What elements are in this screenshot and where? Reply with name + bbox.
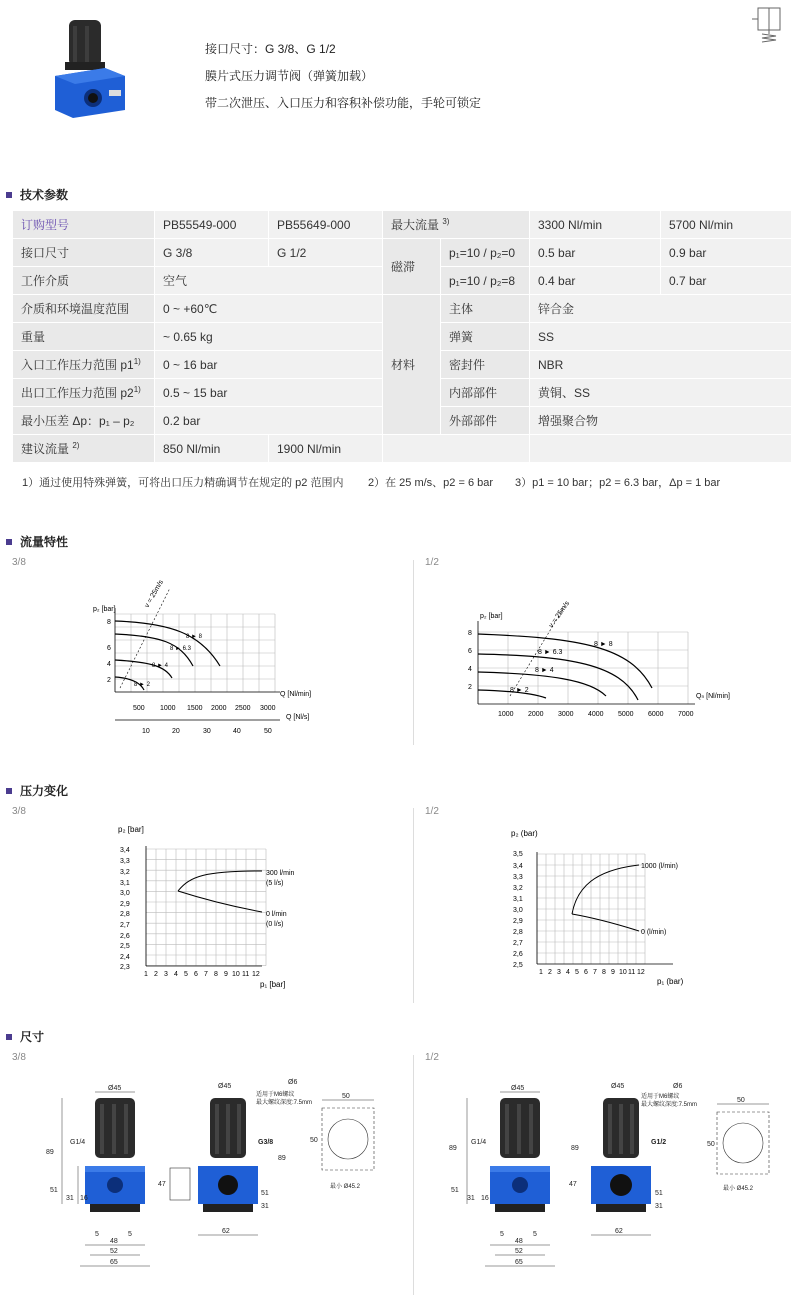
svg-text:7: 7 (593, 969, 597, 976)
tick-label: 2500 (235, 705, 251, 712)
svg-text:2,7: 2,7 (120, 922, 130, 929)
spec-label: 接口尺寸 (13, 239, 155, 267)
chart-grid (537, 854, 645, 964)
dim-label: 5 (500, 1231, 504, 1238)
tick-label: 30 (203, 728, 211, 735)
spec-label: 密封件 (441, 351, 530, 379)
dim-label: 31 (467, 1195, 475, 1202)
svg-text:3,4: 3,4 (120, 847, 130, 854)
svg-text:2,5: 2,5 (120, 943, 130, 950)
bullet-icon (6, 1034, 12, 1040)
tick-label: 20 (172, 728, 180, 735)
tick-label: 2 (107, 677, 111, 684)
spec-empty (530, 435, 792, 463)
svg-text:3,0: 3,0 (120, 890, 130, 897)
dim-label: Ø45 (218, 1083, 232, 1090)
table-row (13, 239, 792, 267)
svg-text:9: 9 (611, 969, 615, 976)
svg-text:11: 11 (242, 971, 250, 978)
dim-label: G3/8 (258, 1139, 274, 1146)
spec-label: 出口工作压力范围 p2$^{1)}$ (13, 379, 155, 407)
svg-text:12: 12 (252, 971, 260, 978)
top-view (322, 1100, 374, 1170)
svg-text:2,3: 2,3 (120, 964, 130, 971)
dim-label: G1/2 (651, 1139, 667, 1146)
dim-label: 51 (655, 1190, 663, 1197)
tick-label: 1500 (187, 705, 203, 712)
bullet-icon (6, 539, 12, 545)
spec-value: 0.5 bar (530, 239, 661, 267)
table-row (13, 435, 792, 463)
panel-label-left: 3/8 (12, 557, 26, 568)
table-row (13, 295, 792, 323)
tick-label: 6 (107, 645, 111, 652)
divider (413, 1055, 414, 1295)
svg-text:2,7: 2,7 (513, 940, 523, 947)
dim-label: 89 (46, 1149, 54, 1156)
spec-value: 0.9 bar (661, 239, 792, 267)
panel-label-left: 3/8 (12, 806, 26, 817)
y-tick-labels (513, 851, 523, 969)
flow-left-xlabel1: Q [Nl/min] (280, 691, 312, 698)
flow-left-xlabel2: Q [Nl/s] (286, 714, 310, 721)
dim-note: 最大螺纹深度:7.5mm (641, 1102, 698, 1108)
tick-label: 8 (468, 630, 472, 637)
svg-text:3,3: 3,3 (513, 874, 523, 881)
tick-label: 3000 (260, 705, 276, 712)
svg-text:8: 8 (602, 969, 606, 976)
dim-label: 62 (615, 1228, 623, 1235)
curve-label: 0 l/min (266, 911, 287, 918)
dim-label: Ø6 (288, 1079, 298, 1086)
dim-label: 16 (481, 1195, 489, 1202)
svg-text:10: 10 (619, 969, 627, 976)
tick-label: 3000 (558, 711, 574, 718)
svg-text:2,6: 2,6 (513, 951, 523, 958)
svg-text:2,6: 2,6 (120, 933, 130, 940)
spec-value: 0.5 ~ 15 bar (155, 379, 383, 407)
spec-label: 订购型号 (13, 211, 155, 239)
svg-text:3,3: 3,3 (120, 858, 130, 865)
press-right-xlabel: p₁ (bar) (657, 977, 684, 986)
svg-text:2,5: 2,5 (513, 962, 523, 969)
svg-text:8: 8 (214, 971, 218, 978)
dim-label: 89 (449, 1145, 457, 1152)
spec-value: 0 ~ +60℃ (155, 295, 383, 323)
svg-text:2: 2 (154, 971, 158, 978)
tick-label: 40 (233, 728, 241, 735)
svg-text:2,8: 2,8 (120, 911, 130, 918)
dim-label: Ø6 (673, 1083, 683, 1090)
spec-label: 介质和环境温度范围 (13, 295, 155, 323)
spec-value: SS (530, 323, 792, 351)
tick-label: 2000 (528, 711, 544, 718)
spec-value: 5700 Nl/min (661, 211, 792, 239)
spec-label: 工作介质 (13, 267, 155, 295)
dim-label: 5 (95, 1231, 99, 1238)
svg-text:2,8: 2,8 (513, 929, 523, 936)
svg-text:3,0: 3,0 (513, 907, 523, 914)
pressure-chart-right (505, 822, 725, 992)
curve-label: (0 l/s) (266, 921, 284, 928)
spec-label: 内部部件 (441, 379, 530, 407)
curve-label: 0 (l/min) (641, 929, 667, 936)
note-3: 3）p1 = 10 bar；p2 = 6.3 bar，Δp = 1 bar (515, 477, 721, 489)
dimension-drawing-left (40, 1070, 380, 1275)
tick-label: 10 (142, 728, 150, 735)
x-tick-labels (539, 969, 645, 976)
curve-label: 8 ► 6.3 (538, 649, 563, 656)
spec-label: 磁滞 (383, 239, 441, 295)
dim-label: 50 (310, 1137, 318, 1144)
side-view (591, 1098, 651, 1235)
tick-label: 6000 (648, 711, 664, 718)
divider (413, 560, 414, 745)
svg-text:3: 3 (557, 969, 561, 976)
dim-label: Ø45 (611, 1083, 625, 1090)
dim-label: 65 (515, 1259, 523, 1266)
note-1: 1）通过使用特殊弹簧，可将出口压力精确调节在规定的 p2 范围内 (22, 477, 344, 489)
dim-label: G1/4 (70, 1139, 86, 1146)
product-photo (45, 18, 135, 118)
dim-note: 最大螺纹深度:7.5mm (256, 1100, 313, 1106)
curve-label: 8 ► 4 (535, 667, 554, 674)
svg-text:12: 12 (637, 969, 645, 976)
svg-text:5: 5 (184, 971, 188, 978)
spec-label: 入口工作压力范围 p1$^{1)}$ (13, 351, 155, 379)
dim-label: 31 (66, 1195, 74, 1202)
spec-value: NBR (530, 351, 792, 379)
spec-value: 锌合金 (530, 295, 792, 323)
spec-value: 黄铜、SS (530, 379, 792, 407)
tick-label: 6 (468, 648, 472, 655)
curve-label: 300 l/min (266, 870, 295, 877)
curve-label: 8 ► 2 (510, 687, 529, 694)
spec-value: G 1/2 (269, 239, 383, 267)
spec-value: 增强聚合物 (530, 407, 792, 435)
note-2: 2）在 25 m/s、p2 = 6 bar (368, 477, 494, 489)
dimension-drawing-right (445, 1070, 785, 1275)
section-pressure-heading: 压力变化 (6, 782, 68, 799)
spec-value: 850 Nl/min (155, 435, 269, 463)
tick-label: 4 (107, 661, 111, 668)
dim-label: Ø45 (108, 1085, 122, 1092)
spec-value: 0.7 bar (661, 267, 792, 295)
dim-label: 89 (278, 1155, 286, 1162)
dim-label: 51 (50, 1187, 58, 1194)
tick-label: 4000 (588, 711, 604, 718)
spec-label: 材料 (383, 295, 441, 435)
flow-chart-right (460, 596, 750, 726)
spec-value: ~ 0.65 kg (155, 323, 383, 351)
curve-label: 8 ► 6.3 (170, 646, 191, 652)
dim-label: 5 (128, 1231, 132, 1238)
curve-label: 8 ► 8 (594, 641, 613, 648)
tick-label: 50 (264, 728, 272, 735)
spec-value: 3300 Nl/min (530, 211, 661, 239)
dim-label: 89 (571, 1145, 579, 1152)
svg-text:2: 2 (548, 969, 552, 976)
svg-text:6: 6 (194, 971, 198, 978)
chart-curves (478, 634, 652, 700)
svg-text:3: 3 (164, 971, 168, 978)
spec-label: 主体 (441, 295, 530, 323)
flow-right-xlabel: Qₙ [Nl/min] (696, 693, 730, 700)
spec-label: 建议流量 $^{2)}$ (13, 435, 155, 463)
dim-label: 31 (655, 1203, 663, 1210)
spec-label: p₁=10 / p₂=8 (441, 267, 530, 295)
tick-label: 5000 (618, 711, 634, 718)
dim-label: 50 (707, 1141, 715, 1148)
svg-text:3,1: 3,1 (120, 880, 130, 887)
bullet-icon (6, 192, 12, 198)
valve-symbol-icon (748, 4, 788, 50)
curve-label: 1000 (l/min) (641, 863, 678, 870)
dim-note: 适用于M6螺纹 (641, 1094, 680, 1100)
top-view (717, 1104, 769, 1174)
intro-ports: 接口尺寸：G 3/8、G 1/2 (205, 42, 336, 56)
spec-empty (383, 435, 530, 463)
svg-text:1: 1 (539, 969, 543, 976)
dim-label: Ø45 (511, 1085, 525, 1092)
intro-features: 带二次泄压、入口压力和容积补偿功能，手轮可锁定 (205, 96, 482, 110)
section-dimensions-heading: 尺寸 (6, 1028, 44, 1045)
svg-text:3,1: 3,1 (513, 896, 523, 903)
curve-label: 8 ► 8 (186, 634, 202, 640)
dim-label: 52 (110, 1248, 118, 1255)
spec-value: 0.2 bar (155, 407, 383, 435)
panel-label-right: 1/2 (425, 1052, 439, 1063)
flow-right-ylabel: p₂ [bar] (480, 613, 503, 620)
tick-label: 7000 (678, 711, 694, 718)
tick-label: 4 (468, 666, 472, 673)
curve-label: 8 ► 4 (152, 663, 168, 669)
pressure-chart-left (110, 820, 330, 995)
x-tick-labels (144, 971, 260, 978)
curve-label: (5 l/s) (266, 880, 284, 887)
svg-text:9: 9 (224, 971, 228, 978)
spec-value: 0 ~ 16 bar (155, 351, 383, 379)
flow-left-vlabel: v = 25m/s (143, 579, 166, 609)
curve-label: 8 ► 2 (134, 682, 150, 688)
spec-value: PB55549-000 (155, 211, 269, 239)
chart-grid (146, 849, 266, 966)
svg-text:4: 4 (174, 971, 178, 978)
dim-label: 65 (110, 1259, 118, 1266)
intro-type: 膜片式压力调节阀（弹簧加载） (205, 69, 374, 83)
svg-text:3,5: 3,5 (513, 851, 523, 858)
svg-text:4: 4 (566, 969, 570, 976)
dim-label: 52 (515, 1248, 523, 1255)
spec-value: PB55649-000 (269, 211, 383, 239)
tick-label: 8 (107, 619, 111, 626)
svg-text:2,9: 2,9 (513, 918, 523, 925)
dim-label: 62 (222, 1228, 230, 1235)
flow-right-vlabel: v = 25m/s (547, 600, 572, 630)
svg-text:7: 7 (204, 971, 208, 978)
spec-table (12, 210, 792, 463)
tick-label: 1000 (160, 705, 176, 712)
dim-note: 最小 Ø45.2 (723, 1186, 754, 1192)
dim-note: 适用于M6螺纹 (256, 1092, 295, 1098)
front-view (62, 1092, 150, 1266)
chart-grid (115, 614, 275, 692)
tick-label: 2 (468, 684, 472, 691)
spec-value: 空气 (155, 267, 383, 295)
dim-label: 48 (110, 1238, 118, 1245)
side-view (198, 1098, 258, 1235)
spec-label: p₁=10 / p₂=0 (441, 239, 530, 267)
table-row (13, 211, 792, 239)
press-right-ylabel: p₂ (bar) (511, 829, 538, 838)
svg-text:11: 11 (628, 969, 636, 976)
svg-text:2,4: 2,4 (120, 954, 130, 961)
dim-label: 50 (737, 1097, 745, 1104)
dim-label: 50 (342, 1093, 350, 1100)
bullet-icon (6, 788, 12, 794)
dim-label: 31 (261, 1203, 269, 1210)
flow-left-ylabel: p₂ [bar] (93, 606, 116, 613)
svg-text:10: 10 (232, 971, 240, 978)
svg-text:1: 1 (144, 971, 148, 978)
dim-label: 51 (451, 1187, 459, 1194)
spec-label: 重量 (13, 323, 155, 351)
tick-label: 1000 (498, 711, 514, 718)
svg-text:3,2: 3,2 (513, 885, 523, 892)
section-tech-heading: 技术参数 (6, 186, 68, 203)
flow-chart-left (90, 578, 330, 738)
dim-note: 最小 Ø45.2 (330, 1184, 361, 1190)
svg-text:6: 6 (584, 969, 588, 976)
section-flow-heading: 流量特性 (6, 533, 68, 550)
spec-label: 最大流量 $^{3)}$ (383, 211, 530, 239)
dim-label: 47 (158, 1181, 166, 1188)
svg-text:3,4: 3,4 (513, 863, 523, 870)
spec-label: 弹簧 (441, 323, 530, 351)
press-left-xlabel: p₁ [bar] (260, 980, 286, 989)
svg-text:2,9: 2,9 (120, 901, 130, 908)
spec-label: 外部部件 (441, 407, 530, 435)
panel-label-right: 1/2 (425, 557, 439, 568)
tick-label: 500 (133, 705, 145, 712)
svg-text:3,2: 3,2 (120, 869, 130, 876)
divider (413, 808, 414, 1003)
dim-label: 51 (261, 1190, 269, 1197)
dim-label: 16 (80, 1195, 88, 1202)
spec-value: 0.4 bar (530, 267, 661, 295)
svg-text:5: 5 (575, 969, 579, 976)
front-view (467, 1092, 555, 1266)
tick-label: 2000 (211, 705, 227, 712)
spec-label: 最小压差 Δp：p₁ – p₂ (13, 407, 155, 435)
y-tick-labels (120, 847, 130, 971)
dim-label: 5 (533, 1231, 537, 1238)
dim-label: G1/4 (471, 1139, 487, 1146)
spec-value: G 3/8 (155, 239, 269, 267)
dim-label: 47 (569, 1181, 577, 1188)
panel-label-right: 1/2 (425, 806, 439, 817)
press-left-ylabel: p₂ [bar] (118, 825, 144, 834)
dim-label: 48 (515, 1238, 523, 1245)
spec-value: 1900 Nl/min (269, 435, 383, 463)
panel-label-left: 3/8 (12, 1052, 26, 1063)
